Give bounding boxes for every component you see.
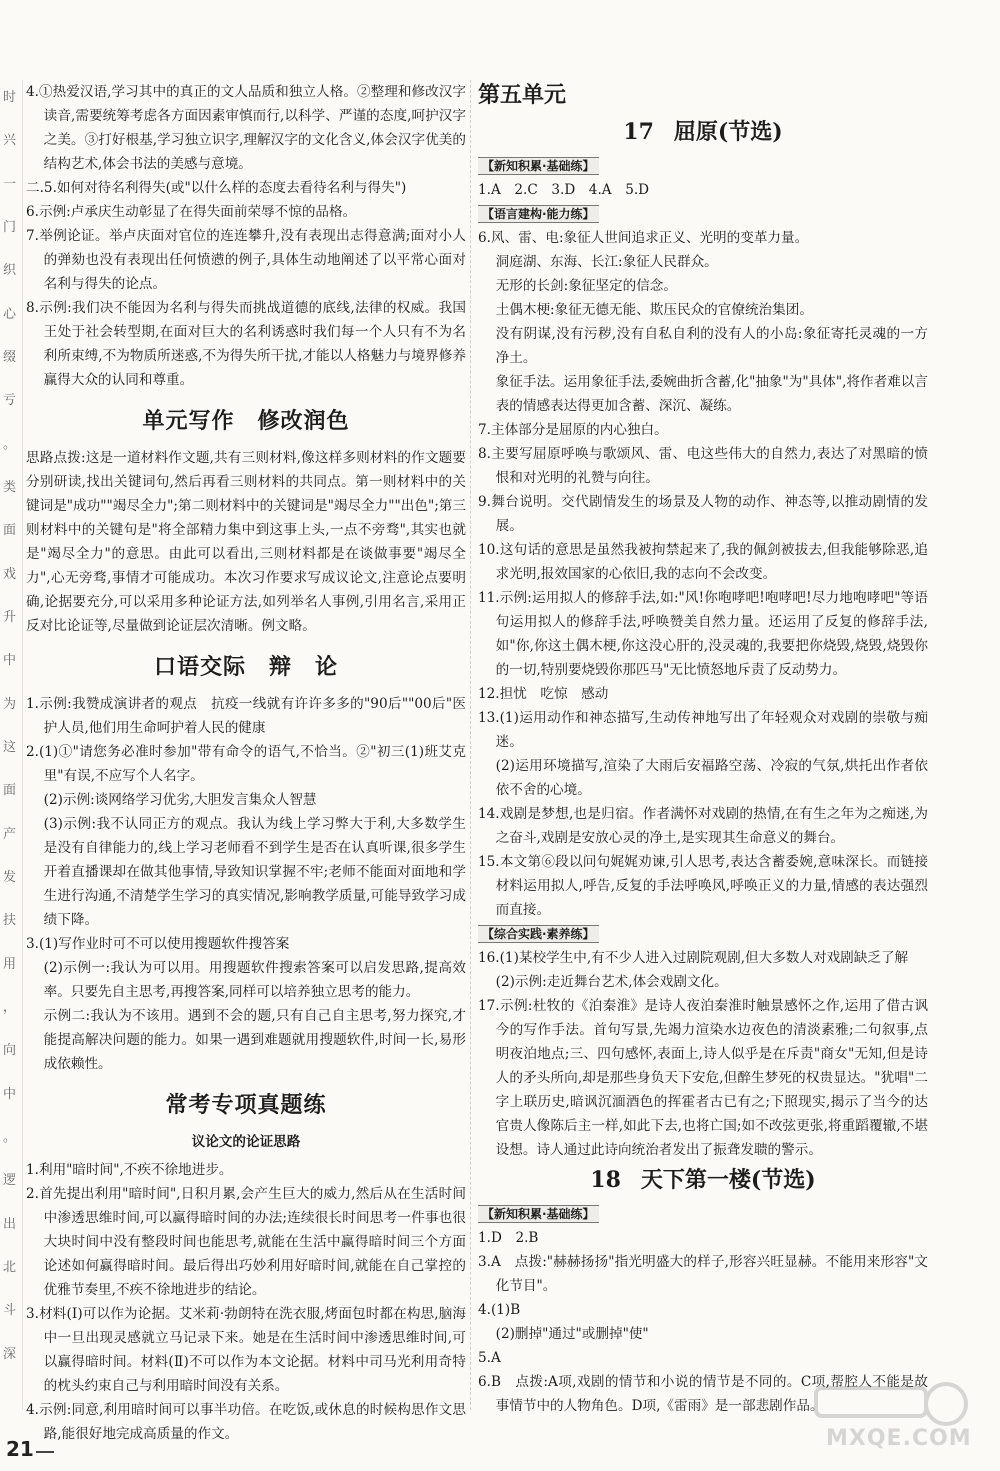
ch18-answer-5: 5.A — [478, 1350, 501, 1366]
section-tag-basic: 【新知积累·基础练】 — [478, 157, 599, 175]
ch17-answer-6-line5: 没有阴谋,没有污秽,没有自私自利的没有人的小岛:象征寄托灵魂的一方净土。 — [495, 326, 928, 366]
margin-fragment: 这 — [3, 740, 17, 755]
watermark-text: MXQE.COM — [826, 1426, 972, 1451]
ch17-answer-6: 6.风、雷、电:象征人世间追求正义、光明的变革力量。 — [478, 230, 809, 246]
margin-fragment: 出 — [3, 1217, 17, 1232]
margin-fragment: ， — [3, 1000, 17, 1015]
chapter-17-title — [478, 116, 928, 148]
ch18-answer-4-2: (2)删掉"通过"或删掉"使" — [495, 1326, 649, 1342]
ch17-answer-14: 14.戏剧是梦想,也是归宿。作者满怀对戏剧的热情,在有生之年为之痴迷,为之奋斗,戏剧是安放心灵的净土,是实现其生命意义的舞台。 — [478, 806, 928, 846]
ch18-answer-6: 6.B 点拨:A项,戏剧的情节和小说的情节是不同的。C项,帮腔人不能是故事情节中的人物角色。D项,《雷雨》是一部悲剧作品。 — [478, 1374, 928, 1414]
oral-answer-3-2: (2)示例一:我认为可以用。用搜题软件搜索答案可以启发思路,提高效率。只要先自主思考,再搜答案,同样可以培养独立思考的能力。 — [43, 960, 466, 1000]
margin-fragment: 面 — [3, 783, 17, 798]
ch17-answer-10: 10.这句话的意思是虽然我被拘禁起来了,我的佩剑被拔去,但我能够除恶,追求光明,报效国家的心依旧,我的志向不会改变。 — [478, 542, 928, 582]
margin-fragment: 升 — [3, 610, 17, 625]
margin-fragment: 时 — [3, 90, 17, 105]
margin-fragment: 北 — [3, 1260, 17, 1275]
chapter-17-name: 屈原(节选) — [673, 119, 783, 145]
margin-fragment: 深 — [3, 1347, 17, 1362]
unit-title: 第五单元 — [478, 83, 567, 108]
margin-fragment: 门 — [3, 220, 17, 235]
ch17-answer-17: 17.示例:杜牧的《泊秦淮》是诗人夜泊秦淮时触景感怀之作,运用了借古讽今的写作手法。首句写景,先竭力渲染水边夜色的清淡素雅;二句叙事,点明夜泊地点;三、四句感怀,表面上,诗人似乎是在斥责"商女"无知,但是诗人的矛头所向,却是那些身负天下安危,但醉生梦死的权贵显达。"犹唱"二字上联历史,暗讽沉湎酒色的挥霍者古已有之;下照现实,揭示了当今的达官贵人像陈后主一样,如此下去,也将亡国;如不改弦更张,将重蹈覆辙,不堪设想。诗人通过此诗向统治者发出了振聋发聩的警示。 — [478, 998, 928, 1158]
ch18-answer-4-1: 4.(1)B — [478, 1302, 521, 1318]
ch17-answer-6-line6: 象征手法。运用象征手法,委婉曲折含蓄,化"抽象"为"具体",将作者难以言表的情感表达得更加含蓄、深沉、凝练。 — [495, 374, 928, 414]
margin-fragment: 斗 — [3, 1303, 17, 1318]
ch17-answer-16-2: (2)示例:走近舞台艺术,体会戏剧文化。 — [495, 974, 728, 990]
margin-fragment: 亏 — [3, 393, 17, 408]
oral-answer-1: 1.示例:我赞成演讲者的观点 抗疫一线就有许许多多的"90后""00后"医护人员,他们用生命呵护着人民的健康 — [26, 696, 466, 736]
ch17-answer-6-line4: 土偶木梗:象征无德无能、欺压民众的官僚统治集团。 — [495, 302, 813, 318]
section-tag-ability: 【语言建构·能力练】 — [478, 205, 599, 223]
ch17-answer-13-1: 13.(1)运用动作和神态描写,生动传神地写出了年轻观众对戏剧的崇敬与痴迷。 — [478, 710, 928, 750]
oral-answer-3-1: 3.(1)写作业时可不可以使用搜题软件搜答案 — [26, 936, 290, 952]
left-column — [26, 80, 466, 1446]
ch18-answer-1-2: 1.D 2.B — [478, 1230, 539, 1246]
ch17-answer-12: 12.担忧 吃惊 感动 — [478, 686, 609, 702]
ch17-answer-11: 11.示例:运用拟人的修辞手法,如:"风!你咆哮吧!咆哮吧!尽力地咆哮吧"等语句运用拟人的修辞手法,呼唤赞美自然力量。还运用了反复的修辞手法,如"你,你这土偶木梗,你这没心肝的,没灵魂的,我要把你烧毁,烧毁,烧毁你的一切,特别要烧毁你那匹马"无比愤怒地斥责了反动势力。 — [478, 590, 928, 678]
margin-fragment: 一 — [3, 177, 17, 192]
answer-2-5: 二.5.如何对待名利得失(或"以什么样的态度去看待名利与得失") — [26, 180, 407, 196]
ch17-answer-7: 7.主体部分是屈原的内心独白。 — [478, 422, 668, 438]
margin-fragment: 逻 — [3, 1173, 17, 1188]
margin-fragment: 戏 — [3, 567, 17, 582]
margin-fragment: 发 — [3, 870, 17, 885]
chapter-18-number: 18 — [590, 1167, 621, 1193]
answer-4: 4.①热爱汉语,学习其中的真正的文人品质和独立人格。②整理和修改汉字读音,需要统筹考虑各方面因素审慎而行,以科学、严谨的态度,呵护汉字之美。③打好根基,学习独立识字,理解汉字的文化含义,体会汉字优美的结构艺术,体会书法的美感与意境。 — [26, 84, 466, 172]
margin-fragment: 。 — [3, 437, 17, 452]
exam-answer-2: 2.首先提出利用"暗时间",日积月累,会产生巨大的威力,然后从在生活时间中渗透思维时间,可以赢得暗时间的办法;连续很长时间思考一件事也很大块时间中没有整段时间也能思考,就能在生活中赢得暗时间三个方面论述如何赢得暗时间。最后得出巧妙利用好暗时间,就能在自己掌控的优雅节奏里,不疾不徐地进步的结论。 — [26, 1186, 466, 1298]
answer-6: 6.示例:卢承庆生动彰显了在得失面前荣辱不惊的品格。 — [26, 204, 357, 220]
answer-8: 8.示例:我们决不能因为名利与得失而挑战道德的底线,法律的权威。我国王处于社会转型期,在面对巨大的名利诱惑时我们每一个人只有不为名利所束缚,不为物质所迷惑,不为得失所干扰,才能以人格魅力与境界修养赢得大众的认同和尊重。 — [26, 300, 466, 388]
writing-guidance: 思路点拨:这是一道材料作文题,共有三则材料,像这样多则材料的作文题要分别研读,找出关键词句,然后再看三则材料的共同点。第一则材料中的关键词是"成功""竭尽全力";第二则材料中的关键词是"竭尽全力""出色";第三则材料中的关键句是"将全部精力集中到这事上头,一点不旁骛",其实也就是"竭尽全力"的意思。由此可以看出,三则材料都是在谈做事要"竭尽全力",心无旁骛,事情才可能成功。本次习作要求写成议论文,注意论点要明确,论据要充分,可以采用多种论证方法,如列举名人事例,引用名言,采用正反对比论证等,尽量做到论证层次清晰。例文略。 — [26, 450, 466, 634]
margin-fragment: 类 — [3, 480, 17, 495]
oral-section-title: 口语交际 辩 论 — [153, 654, 338, 680]
oral-answer-2-3: (3)示例:我不认同正方的观点。我认为线上学习弊大于利,大多数学生是没有自律能力的,线上学习老师看不到学生是否在认真听课,很多学生开着直播课却在做其他事情,导致知识掌握不牢;老师不能面对面地和学生进行沟通,不清楚学生学习的真实情况,影响教学质量,可能导致学习成绩下降。 — [43, 816, 466, 928]
ch17-answer-6-line2: 洞庭湖、东海、长江:象征人民群众。 — [495, 254, 718, 270]
margin-fragment: 中 — [3, 653, 17, 668]
right-column — [478, 80, 928, 1418]
oral-answer-3-3: 示例二:我认为不该用。遇到不会的题,只有自己自主思考,努力探究,才能提高解决问题的能力。如果一遇到难题就用搜题软件,时间一长,易形成依赖性。 — [43, 1008, 466, 1072]
margin-fragment: 扶 — [3, 913, 17, 928]
margin-fragment: 向 — [3, 1043, 17, 1058]
margin-fragment: 兴 — [3, 133, 17, 148]
watermark-emblem-icon — [796, 1378, 986, 1428]
page-number-rule — [36, 1451, 54, 1453]
ch17-answer-13-2: (2)运用环境描写,渲染了大雨后安福路空荡、冷寂的气氛,烘托出作者依依不舍的心境。 — [495, 758, 928, 798]
margin-fragment: 面 — [3, 523, 17, 538]
page-number: 21 — [6, 1437, 34, 1461]
exam-answer-1: 1.利用"暗时间",不疾不徐地进步。 — [26, 1162, 233, 1178]
writing-section-title: 单元写作 修改润色 — [142, 408, 350, 434]
watermark-logo — [796, 1378, 986, 1458]
margin-fragment: 产 — [3, 827, 17, 842]
margin-fragment: 为 — [3, 697, 17, 712]
exam-answer-4: 4.示例:同意,利用暗时间可以事半功倍。在吃饭,或休息的时候构思作文思路,能很好地完成高质量的作文。 — [26, 1402, 466, 1442]
margin-fragment: 中 — [3, 1087, 17, 1102]
exam-section-subtitle: 议论文的论证思路 — [191, 1134, 301, 1150]
margin-fragment: 心 — [3, 307, 17, 322]
section-tag-basic-18: 【新知积累·基础练】 — [478, 1205, 599, 1223]
column-divider — [470, 80, 471, 1410]
ch17-answer-9: 9.舞台说明。交代剧情发生的场景及人物的动作、神态等,以推动剧情的发展。 — [478, 494, 928, 534]
margin-fragment: 织 — [3, 263, 17, 278]
chapter-18-name: 天下第一楼(节选) — [640, 1167, 816, 1193]
previous-page-margin — [0, 80, 23, 1410]
ch17-answer-15: 15.本文第⑥段以问句娓娓劝谏,引人思考,表达含蓄委婉,意味深长。而链接材料运用拟人,呼告,反复的手法呼唤风,呼唤正义的力量,情感的表达强烈而直接。 — [478, 854, 928, 918]
chapter-17-number: 17 — [623, 119, 654, 145]
section-tag-practice: 【综合实践·素养练】 — [478, 925, 599, 943]
ch18-answer-3: 3.A 点拨:"赫赫扬扬"指光明盛大的样子,形容兴旺显赫。不能用来形容"文化节目"。 — [478, 1254, 928, 1294]
ch17-answer-16-1: 16.(1)某校学生中,有不少人进入过剧院观剧,但大多数人对戏剧缺乏了解 — [478, 950, 909, 966]
oral-answer-2-1: 2.(1)①"请您务必准时参加"带有命令的语气,不恰当。②"初三(1)班艾克里"有误,不应写个人名字。 — [26, 744, 466, 784]
exam-answer-3: 3.材料(Ⅰ)可以作为论据。艾米莉·勃朗特在洗衣服,烤面包时都在构思,脑海中一旦出现灵感就立马记录下来。她是在生活时间中渗透思维时间,可以赢得暗时间。材料(Ⅱ)不可以作为本文论据。材料中司马光利用奇特的枕头约束自己与利用暗时间没有关系。 — [26, 1306, 466, 1394]
margin-fragment: 缀 — [3, 350, 17, 365]
margin-fragment: 。 — [3, 1130, 17, 1145]
ch17-basic-answers: 1.A 2.C 3.D 4.A 5.D — [478, 182, 650, 198]
answer-7: 7.举例论证。举卢庆面对官位的连连攀升,没有表现出志得意满;面对小人的弹劾也没有表现出任何愤懑的例子,具体生动地阐述了以平常心面对名利与得失的论点。 — [26, 228, 466, 292]
chapter-18-title — [478, 1164, 928, 1196]
oral-answer-2-2: (2)示例:谈网络学习优劣,大胆发言集众人智慧 — [43, 792, 317, 808]
ch17-answer-8: 8.主要写屈原呼唤与歌颂风、雷、电这些伟大的自然力,表达了对黑暗的愤恨和对光明的礼赞与向往。 — [478, 446, 928, 486]
ch17-answer-6-line3: 无形的长剑:象征坚定的信念。 — [495, 278, 677, 294]
margin-fragment: 用 — [3, 957, 17, 972]
exam-section-title: 常考专项真题练 — [165, 1092, 327, 1118]
